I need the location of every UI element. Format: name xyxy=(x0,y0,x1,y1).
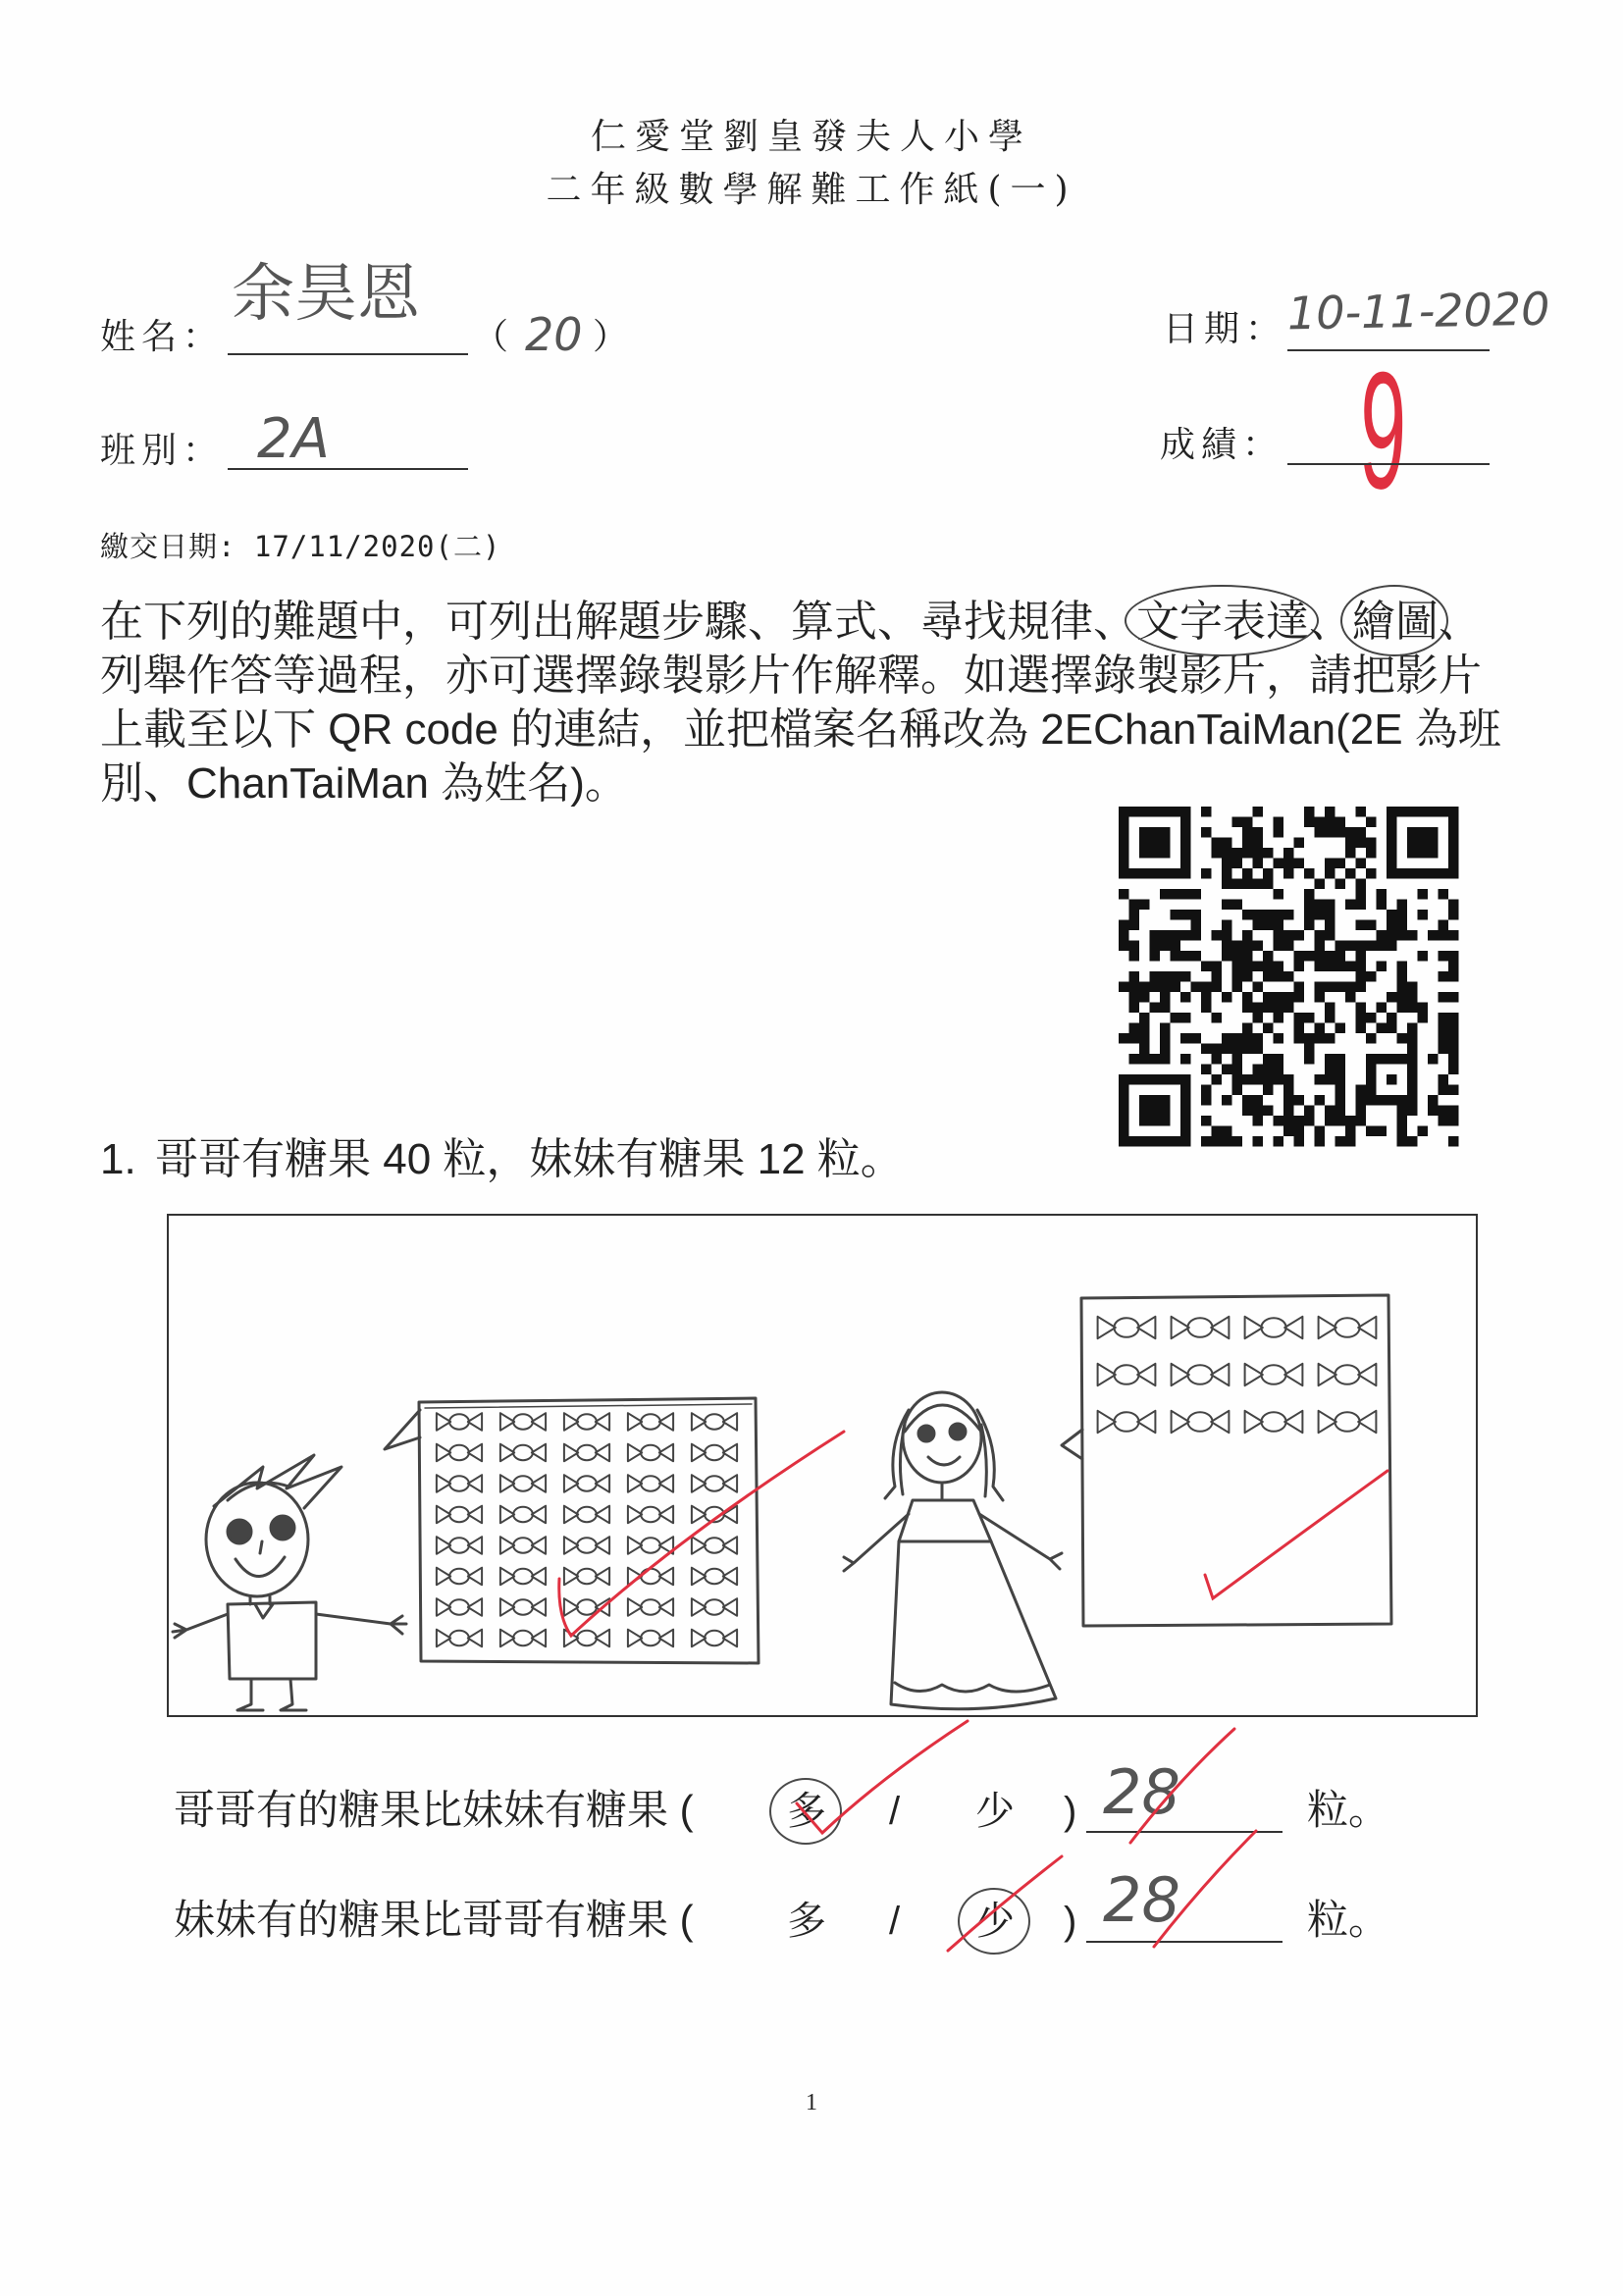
candy xyxy=(500,1413,546,1431)
candy xyxy=(628,1630,673,1647)
question-number: 1. xyxy=(100,1135,136,1183)
illustration-drawing xyxy=(167,1214,1478,1717)
answer-2-unit: 粒。 xyxy=(1307,1897,1390,1943)
candy xyxy=(500,1537,546,1554)
score-value: 9 xyxy=(1357,336,1409,527)
answer-2-prefix: 妹妹有的糖果比哥哥有糖果 ( xyxy=(174,1897,694,1943)
candy xyxy=(1172,1411,1230,1433)
question-text: 哥哥有糖果 40 粒，妹妹有糖果 12 粒。 xyxy=(155,1135,904,1183)
candy xyxy=(437,1506,482,1524)
answer-2-value: 28 xyxy=(1103,1864,1180,1936)
candy xyxy=(437,1413,482,1431)
candy xyxy=(692,1475,737,1492)
score-underline xyxy=(1287,463,1490,465)
candy xyxy=(1172,1317,1230,1338)
boy-candy-board xyxy=(385,1398,759,1663)
instructions xyxy=(100,595,1501,810)
candy xyxy=(1098,1411,1156,1433)
instruction-line-1 xyxy=(100,595,1501,649)
candy xyxy=(564,1506,609,1524)
qr-modules xyxy=(1119,807,1459,1147)
answer-2-separator: / xyxy=(889,1900,901,1943)
class-underline xyxy=(228,468,468,470)
candy xyxy=(500,1506,546,1524)
candy xyxy=(692,1444,737,1462)
answer-2-blank xyxy=(1086,1941,1283,1943)
instruction-line-4: 別、ChanTaiMan 為姓名)。 xyxy=(100,759,628,808)
candy xyxy=(564,1630,609,1647)
answer-1-option-less: 少 xyxy=(975,1790,1015,1833)
candy xyxy=(628,1537,673,1554)
candy xyxy=(500,1475,546,1492)
candy xyxy=(692,1568,737,1586)
candy xyxy=(437,1475,482,1492)
candy xyxy=(692,1537,737,1554)
candy xyxy=(1172,1364,1230,1385)
score-label: 成績： xyxy=(1160,425,1284,465)
class-value: 2A xyxy=(257,407,330,471)
answer-1-close-paren: ) xyxy=(1064,1790,1077,1833)
class-number-close-paren: ） xyxy=(593,317,635,357)
candy xyxy=(437,1568,482,1586)
name-label: 姓名： xyxy=(100,317,225,357)
class-label: 班別： xyxy=(100,431,225,471)
answer-1-prefix: 哥哥有的糖果比妹妹有糖果 ( xyxy=(174,1787,694,1833)
candy xyxy=(564,1444,609,1462)
student-name: 余昊恩 xyxy=(232,258,420,331)
instruction-segment: 、 xyxy=(1439,598,1482,646)
candy xyxy=(692,1630,737,1647)
candy xyxy=(1245,1364,1303,1385)
candy xyxy=(628,1413,673,1431)
candy xyxy=(500,1568,546,1586)
circled-word-text-expression: 文字表達 xyxy=(1136,595,1309,649)
answer-1-unit: 粒。 xyxy=(1307,1787,1390,1833)
girl-figure xyxy=(844,1392,1062,1709)
candy xyxy=(1245,1317,1303,1338)
candy xyxy=(500,1598,546,1616)
candy xyxy=(628,1444,673,1462)
candy xyxy=(564,1537,609,1554)
due-date: 繳交日期: 17/11/2020(二) xyxy=(100,530,501,563)
candy xyxy=(437,1630,482,1647)
candy xyxy=(1245,1411,1303,1433)
candy xyxy=(500,1630,546,1647)
worksheet-title: 二年級數學解難工作紙(一) xyxy=(546,170,1077,210)
girl-candy-board xyxy=(1062,1295,1391,1626)
red-check-mark xyxy=(1205,1471,1387,1598)
instruction-segment: 在下列的難題中，可列出解題步驟、算式、尋找規律、 xyxy=(100,598,1136,646)
candy xyxy=(437,1598,482,1616)
boy-figure xyxy=(173,1455,406,1710)
answer-2-option-more: 多 xyxy=(787,1900,826,1943)
instruction-segment: 、 xyxy=(1309,598,1352,646)
candy xyxy=(437,1537,482,1554)
instruction-line-3: 上載至以下 QR code 的連結，並把檔案名稱改為 2EChanTaiMan(2E 為班 xyxy=(100,705,1501,754)
candy xyxy=(1319,1317,1377,1338)
candy xyxy=(692,1598,737,1616)
class-number: 20 xyxy=(525,308,583,361)
candy xyxy=(564,1568,609,1586)
candy xyxy=(1319,1364,1377,1385)
candy xyxy=(1098,1317,1156,1338)
page-number: 1 xyxy=(806,2090,817,2115)
answer-1-value: 28 xyxy=(1103,1756,1180,1828)
name-underline xyxy=(228,353,468,355)
candy xyxy=(1319,1411,1377,1433)
candy xyxy=(692,1413,737,1431)
answer-1-separator: / xyxy=(889,1790,901,1833)
instruction-line-2: 列舉作答等過程，亦可選擇錄製影片作解釋。如選擇錄製影片，請把影片 xyxy=(100,652,1482,700)
candy xyxy=(628,1475,673,1492)
speech-pointer xyxy=(1062,1430,1082,1459)
candy xyxy=(437,1444,482,1462)
candy xyxy=(628,1506,673,1524)
school-name: 仁愛堂劉皇發夫人小學 xyxy=(590,117,1032,157)
candy xyxy=(500,1444,546,1462)
class-number-open-paren: （ xyxy=(473,317,515,357)
answer-1-option-more: 多 xyxy=(787,1790,826,1833)
candy xyxy=(564,1475,609,1492)
candy xyxy=(628,1598,673,1616)
candy xyxy=(1098,1364,1156,1385)
qr-code xyxy=(1119,807,1459,1147)
circled-word-drawing: 繪圖 xyxy=(1352,595,1439,649)
speech-pointer xyxy=(385,1410,420,1449)
date-value: 10-11-2020 xyxy=(1286,282,1550,340)
answer-2-close-paren: ) xyxy=(1064,1900,1077,1943)
date-label: 日期： xyxy=(1163,309,1287,349)
candy xyxy=(564,1413,609,1431)
answer-2-option-less: 少 xyxy=(975,1900,1015,1943)
answer-1-blank xyxy=(1086,1831,1283,1833)
